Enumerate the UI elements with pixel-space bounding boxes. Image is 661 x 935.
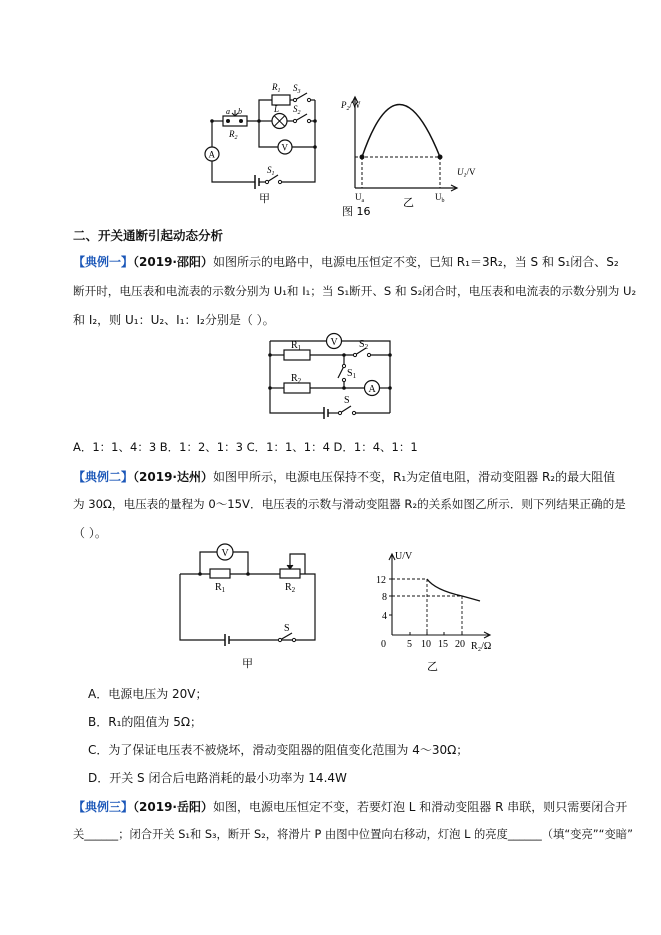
svg-text:P2/W: $P_2/W$ bbox=[341, 100, 361, 112]
svg-text:S: S bbox=[344, 395, 350, 406]
svg-text:0: 0 bbox=[381, 639, 386, 650]
svg-text:乙: 乙 bbox=[403, 196, 414, 209]
svg-text:甲: 甲 bbox=[259, 192, 270, 205]
ex1-options: A．1：1、4：3 B．1：2、1：3 C．1：1、1：4 D．1：4、1：1 bbox=[73, 440, 418, 454]
svg-text:R2: $R_2$ bbox=[285, 582, 296, 594]
svg-text:L: L bbox=[274, 104, 280, 114]
svg-text:V: V bbox=[330, 337, 338, 348]
svg-text:S2: $S_2$ bbox=[359, 339, 369, 351]
svg-text:R2: $R_2$ bbox=[291, 373, 302, 385]
svg-text:S3: $S_3$ bbox=[293, 83, 301, 95]
ex2-source: （2019·达州） bbox=[133, 470, 213, 484]
ex2-r2 bbox=[280, 569, 300, 578]
ex2-graph bbox=[365, 545, 500, 675]
ex2-line1 bbox=[73, 468, 633, 485]
svg-text:S: S bbox=[284, 623, 290, 634]
svg-text:Ua: $U_a$ bbox=[355, 192, 365, 204]
section-title: 二、开关通断引起动态分析 bbox=[73, 228, 224, 243]
svg-text:U/V: U/V bbox=[395, 551, 413, 562]
svg-text:R1: $R_1$ bbox=[272, 82, 281, 94]
ex1-circuit bbox=[262, 330, 400, 422]
ex3-text1: 如图，电源电压恒定不变，若要灯泡 L 和滑动变阻器 R 串联，则只需要闭合开 bbox=[212, 800, 628, 814]
ex2-line3: （ ）。 bbox=[73, 526, 107, 540]
svg-text:b: b bbox=[238, 107, 242, 116]
svg-text:S1: $S_1$ bbox=[267, 165, 275, 177]
ex2-tag: 【典例二】 bbox=[73, 470, 134, 484]
svg-text:20: 20 bbox=[455, 639, 465, 650]
svg-text:Ub: $U_b$ bbox=[435, 192, 445, 204]
ex2-text1: 如图甲所示，电源电压保持不变，R₁为定值电阻，滑动变阻器 R₂的最大阻值 bbox=[212, 470, 616, 484]
svg-text:12: 12 bbox=[376, 575, 386, 586]
svg-text:8: 8 bbox=[382, 592, 387, 603]
svg-text:5: 5 bbox=[407, 639, 412, 650]
ex3-tag: 【典例三】 bbox=[73, 800, 134, 814]
ex2-circuit bbox=[170, 540, 345, 670]
ex1-line3: 和 I₂，则 U₁：U₂、I₁：I₂分别是（ ）。 bbox=[73, 313, 275, 327]
svg-text:4: 4 bbox=[382, 611, 387, 622]
svg-text:V: V bbox=[281, 142, 288, 153]
svg-text:甲: 甲 bbox=[242, 657, 253, 670]
ex2-line2: 为 30Ω，电压表的量程为 0～15V．电压表的示数与滑动变阻器 R₂的关系如图乙所示．则下列结果正确的是 bbox=[73, 497, 626, 511]
svg-text:S2: $S_2$ bbox=[293, 104, 301, 116]
svg-text:15: 15 bbox=[438, 639, 448, 650]
svg-text:图 16: 图 16 bbox=[342, 205, 371, 218]
ex2-curve bbox=[427, 579, 480, 601]
svg-text:U1/V: $U_1/V$ bbox=[457, 167, 476, 179]
svg-text:S1: $S_1$ bbox=[347, 368, 357, 380]
svg-text:10: 10 bbox=[421, 639, 431, 650]
svg-text:a: a bbox=[226, 107, 230, 116]
svg-text:R₂/Ω: R₂/Ω bbox=[471, 641, 492, 652]
ex2-option-b: B．R₁的阻值为 5Ω； bbox=[88, 715, 203, 729]
ex3-line2: 关______；闭合开关 S₁和 S₃，断开 S₂，将滑片 P 由图中位置向右移动，灯泡 L 的亮度______（填“变亮”“变暗” bbox=[73, 828, 633, 841]
ex1-line1 bbox=[73, 253, 633, 270]
svg-text:R1: $R_1$ bbox=[215, 582, 226, 594]
ex2-option-d: D．开关 S 闭合后电路消耗的最小功率为 14.4W bbox=[88, 771, 347, 785]
ex1-line2: 断开时，电压表和电流表的示数分别为 U₁和 I₁；当 S₁断开、S 和 S₂闭合时，电压表和电流表的示数分别为 U₂ bbox=[73, 284, 637, 298]
svg-text:R1: $R_1$ bbox=[291, 340, 302, 352]
ex1-text1: 如图所示的电路中，电源电压恒定不变，已知 R₁＝3R₂，当 S 和 S₁闭合、S₂ bbox=[212, 255, 619, 269]
ex3-line1 bbox=[73, 798, 633, 815]
ex1-tag: 【典例一】 bbox=[73, 255, 134, 269]
ex2-option-c: C．为了保证电压表不被烧坏，滑动变阻器的阻值变化范围为 4～30Ω； bbox=[88, 743, 469, 757]
svg-text:A: A bbox=[208, 149, 215, 160]
svg-text:A: A bbox=[368, 384, 376, 395]
figure-16 bbox=[195, 70, 515, 220]
svg-text:R2: $R_2$ bbox=[229, 129, 238, 141]
power-curve bbox=[362, 105, 440, 158]
ex2-option-a: A．电源电压为 20V； bbox=[88, 687, 208, 701]
svg-text:V: V bbox=[221, 548, 229, 559]
ex1-source: （2019·邵阳） bbox=[133, 255, 213, 269]
ex3-source: （2019·岳阳） bbox=[133, 800, 213, 814]
svg-text:乙: 乙 bbox=[427, 660, 438, 673]
ex2-r1 bbox=[210, 569, 230, 578]
